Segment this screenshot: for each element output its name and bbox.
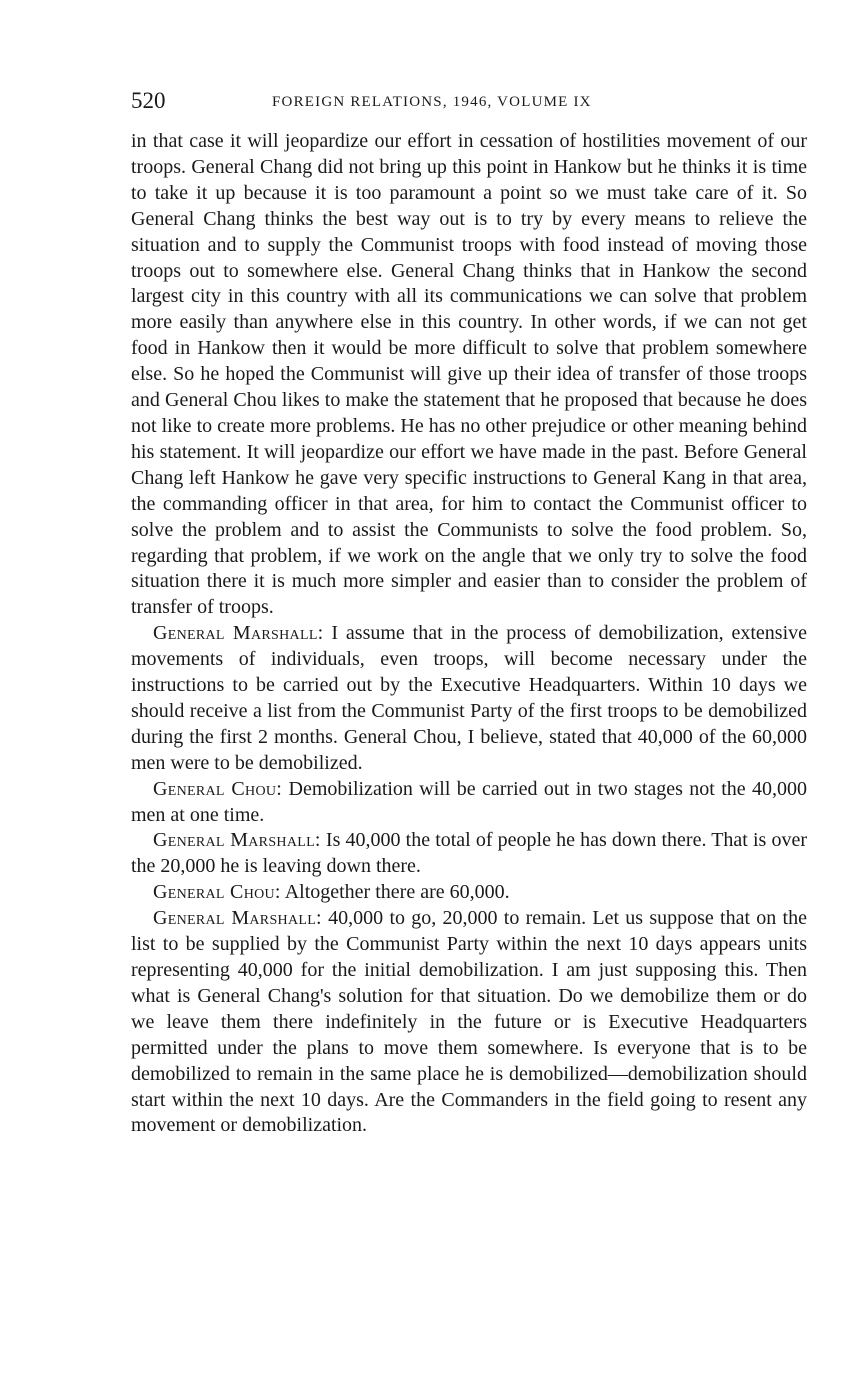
- paragraph-text: 40,000 to go, 20,000 to remain. Let us suppose that on the list to be supplied by the Communist Party within the next 10 days appears units representing 40,000 for the initial demobilization. I am just supposing this. Then what is General Chang's solution for that situation. Do we demobilize them or do we leave them there indefinitely in the future or is Executive Headquarters permitted under the plans to move them somewhere. Is everyone that is to be demobilized to remain in the same place he is demobilized—demobilization should start within the next 10 days. Are the Commanders in the field going to resent any movement or demobilization.: [131, 907, 807, 1137]
- page-number: 520: [131, 88, 166, 113]
- paragraph-text: Is 40,000 the total of people he has down there. That is over the 20,000 he is leaving down there.: [131, 829, 808, 878]
- paragraph-marshall-3: [131, 906, 807, 1139]
- paragraph-continuation: [131, 129, 807, 621]
- document-body: [131, 129, 807, 1139]
- speaker-label: General Marshall:: [153, 907, 322, 930]
- page-header: [131, 86, 811, 116]
- paragraph-chou-2: [131, 880, 807, 906]
- paragraph-text: I assume that in the process of demobilization, extensive movements of individuals, even troops, will become necessary under the instructions to be carried out by the Executive Headquarters. Within 10 days we should receive a list from the Communist Party of the first troops to be demobilized during the first 2 months. General Chou, I believe, stated that 40,000 of the 60,000 men were to be demobilized.: [131, 622, 808, 774]
- speaker-label: General Chou:: [153, 777, 283, 800]
- speaker-label: General Chou:: [153, 881, 281, 904]
- paragraph-marshall-1: [131, 621, 807, 776]
- speaker-label: General Marshall:: [153, 622, 324, 645]
- paragraph-text: in that case it will jeopardize our effort in cessation of hostilities movement of our troops. General Chang did not bring up this point in Hankow but he thinks it is time to take it up because it is too paramount a point so we must take care of it. So General Chang thinks the best way out is to try by every means to relieve the situation and to supply the Communist troops with food instead of moving those troops out to somewhere else. General Chang thinks that in Hankow the second largest city in this country with all its communications we can solve that problem more easily than anywhere else in this country. In other words, if we can not get food in Hankow then it would be more difficult to solve that problem somewhere else. So he hoped the Communist will give up their idea of transfer of those troops and General Chou likes to make the statement that he proposed that because he does not like to create more problems. He has no other prejudice or other meaning behind his statement. It will jeopardize our effort we have made in the past. Before General Chang left Hankow he gave very specific instructions to General Kang in that area, the commanding officer in that area, for him to contact the Communist officer to solve the problem and to assist the Communists to solve the food problem. So, regarding that problem, if we work on the angle that we only try to solve the food situation there it is much more simpler and easier than to consider the problem of transfer of troops.: [131, 130, 807, 619]
- paragraph-chou-1: [131, 777, 807, 829]
- speaker-label: General Marshall:: [153, 829, 321, 852]
- running-head: FOREIGN RELATIONS, 1946, VOLUME IX: [272, 94, 592, 110]
- paragraph-text: Demobilization will be carried out in two stages not the 40,000 men at one time.: [131, 777, 807, 826]
- paragraph-marshall-2: [131, 828, 807, 880]
- paragraph-text: Altogether there are 60,000.: [280, 881, 510, 904]
